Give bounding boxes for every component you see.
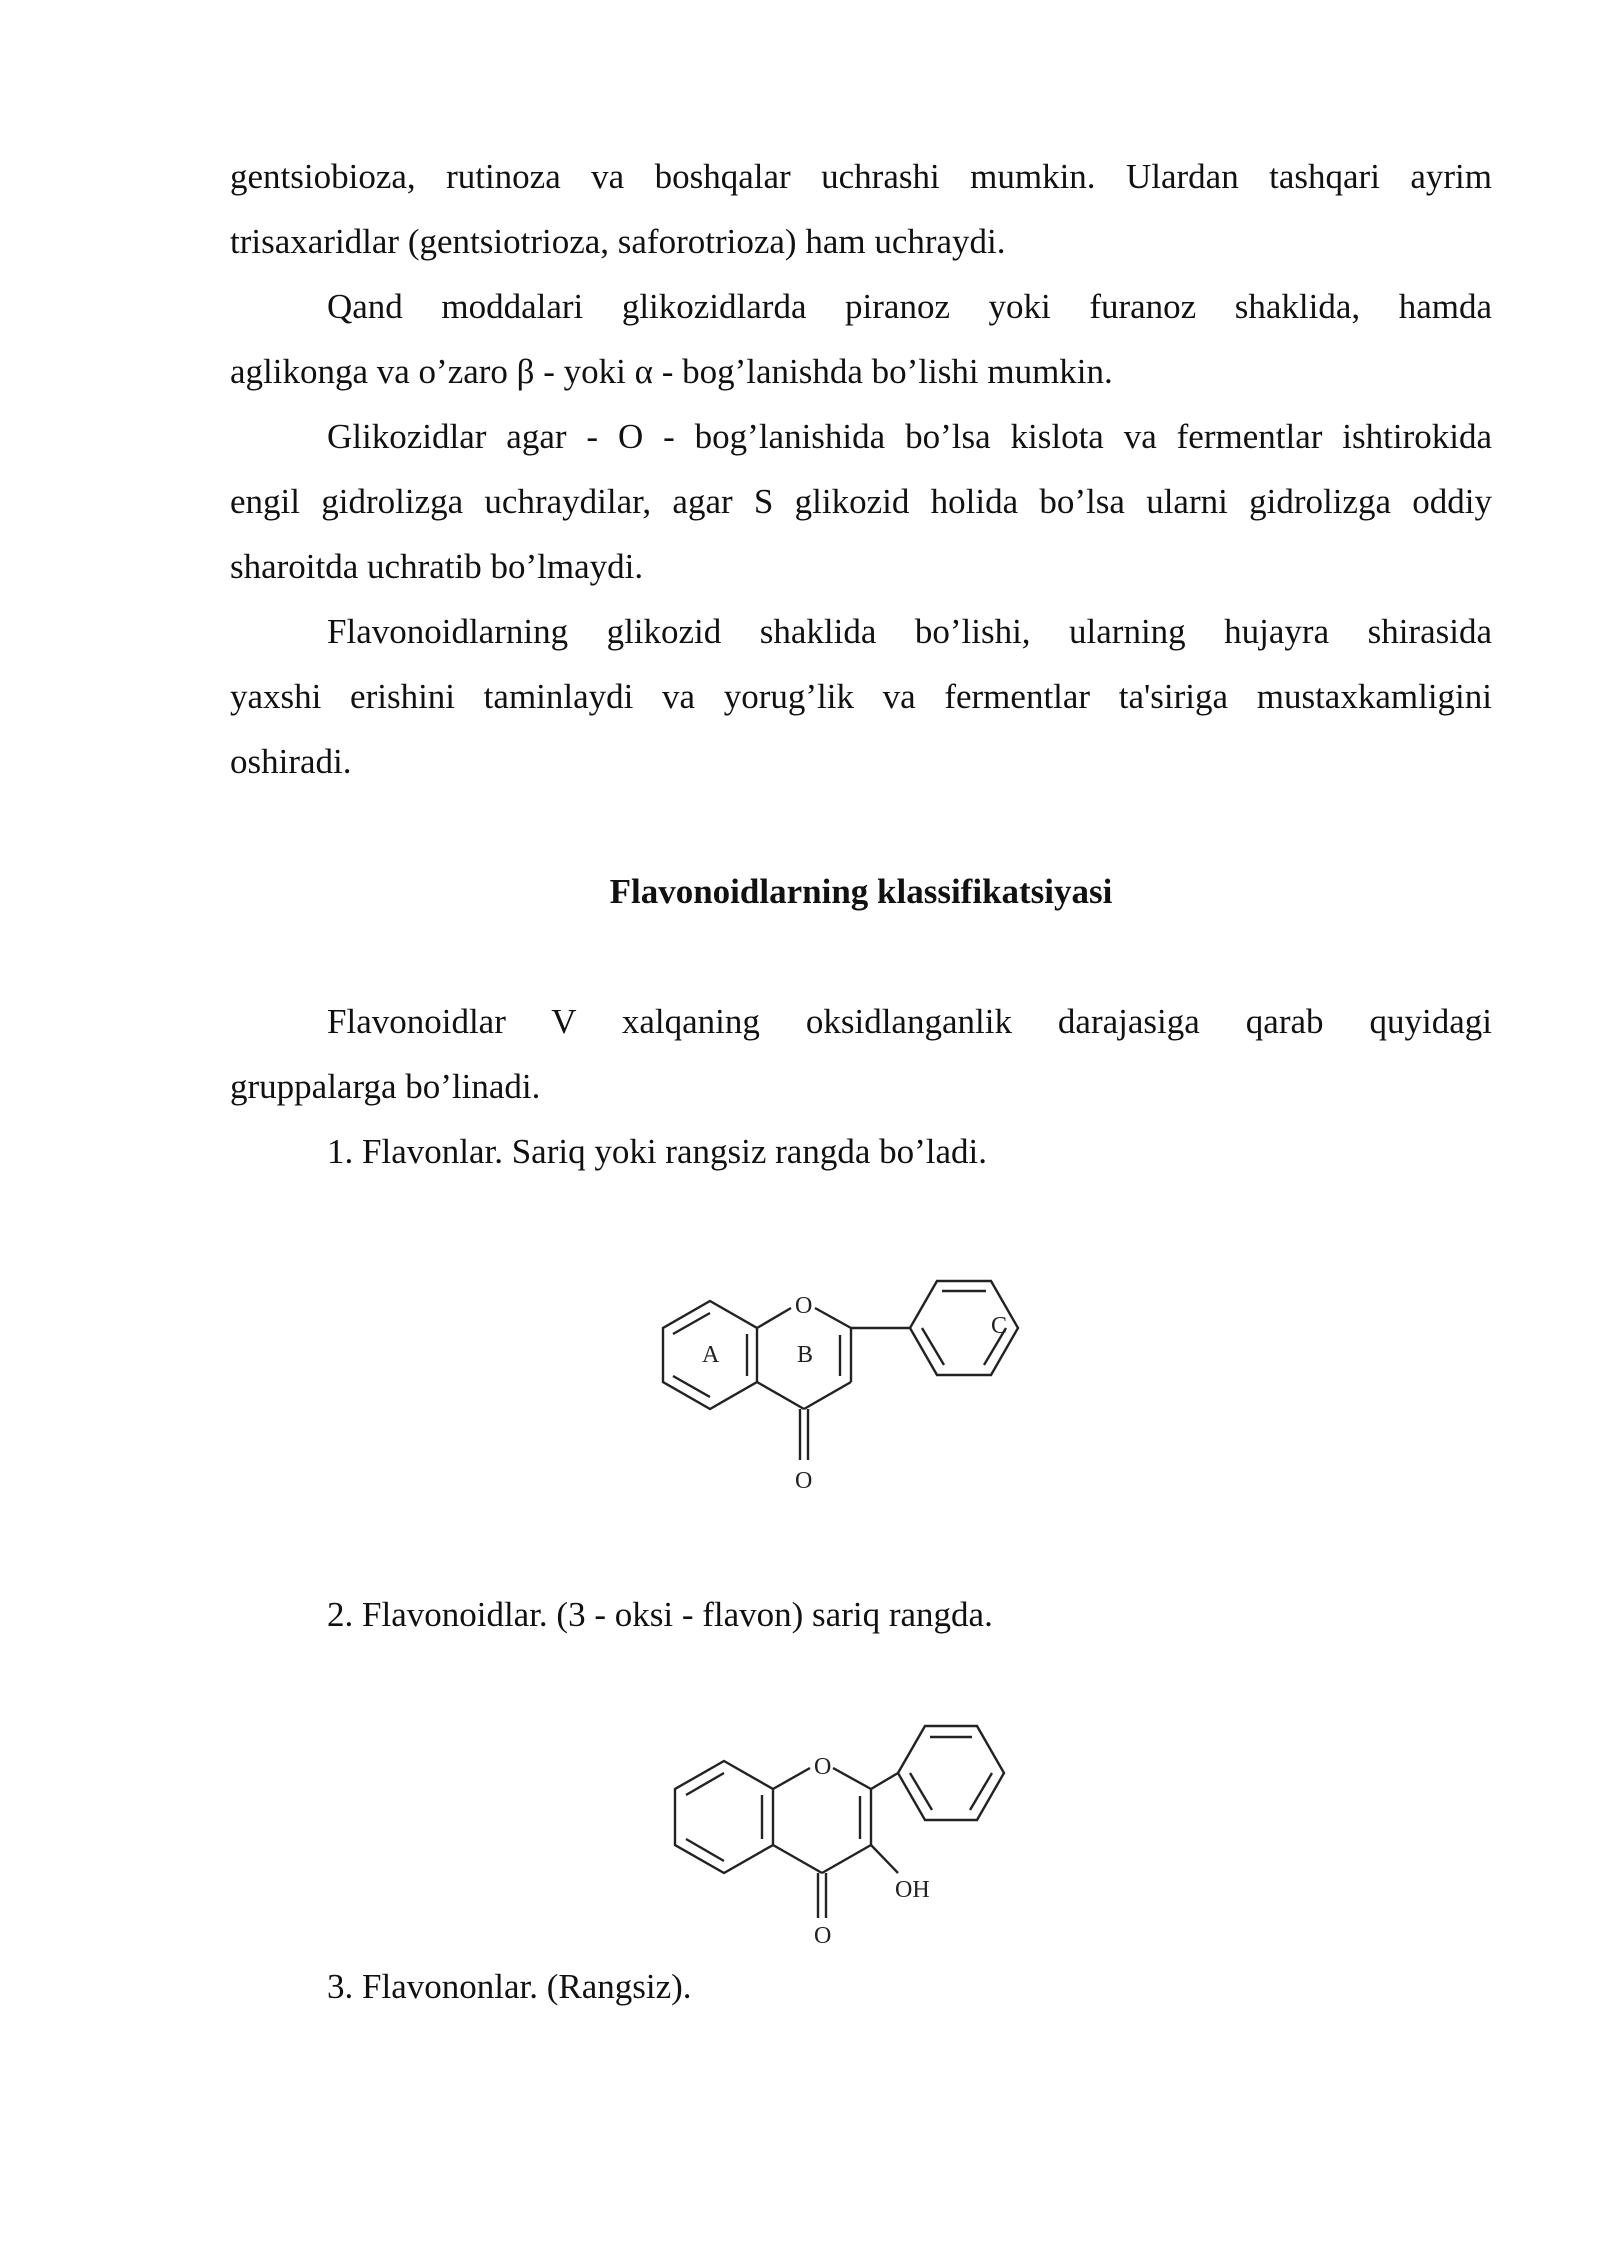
text-line: Flavonoidlar V xalqaning oksidlanganlik darajasiga qarab quyidagi [327, 1002, 1492, 1041]
ring-c-double-bond [922, 1328, 944, 1365]
text-line: aglikonga va o’zaro β - yoki α - bog’lanishda bo’lishi mumkin. [230, 352, 1113, 391]
ring-a-double-bond [673, 1376, 710, 1397]
ring-a-double-bond [686, 1839, 724, 1861]
ring-a-label: A [702, 1342, 720, 1368]
ring-oxygen-label: O [795, 1293, 813, 1319]
ring-b-bond [773, 1845, 822, 1873]
paragraph-sugars [230, 274, 1492, 404]
ring-oxygen-label: O [814, 1754, 832, 1780]
ring-a-double-bond [673, 1313, 710, 1334]
ring-a-bonds [675, 1761, 773, 1873]
ring-b-label: B [797, 1342, 814, 1368]
phenyl-link-bond [871, 1773, 898, 1789]
ring-b-bond [815, 1308, 851, 1328]
hydroxyflavone-structure [650, 1715, 1070, 1955]
text-line: trisaxaridlar (gentsiotrioza, saforotrioza) ham uchraydi. [230, 222, 1006, 261]
flavone-structure [640, 1255, 1080, 1515]
paragraph-flavonoid-glycosides [230, 599, 1492, 794]
list-item-flavonols: 2. Flavonoidlar. (3 - oksi - flavon) sariq rangda. [327, 1595, 993, 1634]
ring-b-bond [822, 1845, 871, 1873]
paragraph-continuation [230, 144, 1492, 274]
text-line: Qand moddalari glikozidlarda piranoz yoki furanoz shaklida, hamda [327, 287, 1492, 326]
ring-c-label: C [991, 1313, 1008, 1339]
ring-b-bond [773, 1768, 810, 1789]
phenyl-double-bond [910, 1773, 932, 1810]
hydroxyl-bond [871, 1845, 898, 1873]
text-line: sharoitda uchratib bo’lmaydi. [230, 547, 644, 586]
text-line: oshiradi. [230, 742, 352, 781]
text-line: Glikozidlar agar - O - bog’lanishida bo’lsa kislota va fermentlar ishtirokida [327, 417, 1492, 456]
phenyl-double-bond [970, 1773, 992, 1810]
text-line: gentsiobioza, rutinoza va boshqalar uchrashi mumkin. Ulardan tashqari ayrim [230, 157, 1492, 196]
ring-b-bond [757, 1308, 791, 1328]
phenyl-ring-bonds [898, 1726, 1004, 1820]
text-line: Flavonoidlarning glikozid shaklida bo’lishi, ularning hujayra shirasida [327, 612, 1492, 651]
carbonyl-oxygen-label: O [814, 1923, 832, 1949]
text-line: yaxshi erishini taminlaydi va yorug’lik va fermentlar ta'siriga mustaxkamligini [230, 677, 1492, 716]
ring-b-bond [804, 1382, 851, 1409]
ring-b-bond [757, 1382, 804, 1409]
paragraph-glycosides [230, 404, 1492, 599]
list-item-flavones: 1. Flavonlar. Sariq yoki rangsiz rangda bo’ladi. [327, 1132, 987, 1171]
ring-a-double-bond [686, 1773, 724, 1795]
text-line: engil gidrolizga uchraydilar, agar S glikozid holida bo’lsa ularni gidrolizga oddiy [230, 482, 1492, 521]
hydroxyl-label: OH [895, 1877, 930, 1903]
paragraph-intro [230, 989, 1492, 1119]
list-item-flavanones: 3. Flavononlar. (Rangsiz). [327, 1967, 692, 2006]
text-line: gruppalarga bo’linadi. [230, 1067, 541, 1106]
ring-b-bond [833, 1768, 871, 1789]
section-heading: Flavonoidlarning klassifikatsiyasi [609, 872, 1113, 911]
carbonyl-oxygen-label: O [795, 1468, 813, 1494]
